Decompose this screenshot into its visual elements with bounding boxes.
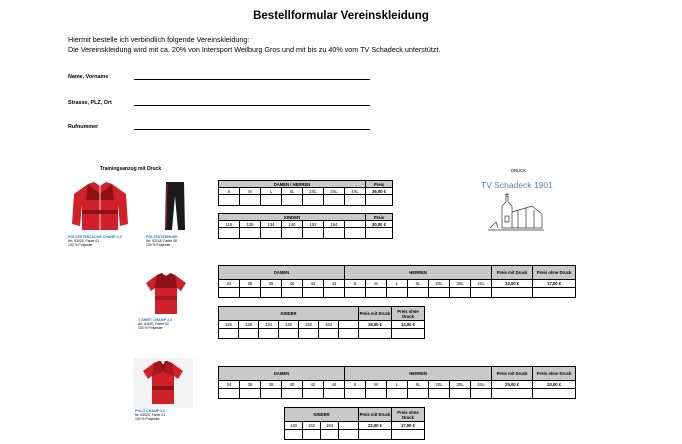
qty-cell[interactable] bbox=[345, 288, 366, 298]
intro-line-1: Hiermit bestelle ich verbindlich folgende Vereinskleidung: bbox=[68, 35, 250, 44]
size-label: 164 bbox=[324, 221, 345, 228]
qty-cell[interactable] bbox=[303, 389, 324, 399]
qty-cell[interactable] bbox=[324, 288, 345, 298]
qty-cell[interactable] bbox=[219, 228, 240, 239]
size-label: 152 bbox=[303, 422, 321, 430]
tshirt-kids-table bbox=[218, 306, 425, 339]
qty-cell[interactable] bbox=[261, 228, 282, 239]
tshirt-caption bbox=[138, 318, 198, 330]
price-value: 17,00 € bbox=[392, 422, 425, 430]
size-label: 128 bbox=[240, 221, 261, 228]
polo-kids-price-without-header: Preis ohne Druck bbox=[392, 408, 425, 422]
size-label: 152 bbox=[303, 221, 324, 228]
polo-caption-material: 100 % Polyester bbox=[135, 417, 160, 421]
qty-cell[interactable] bbox=[366, 288, 387, 298]
qty-cell[interactable] bbox=[450, 389, 471, 399]
tshirt-price-with-header: Preis mit Druck bbox=[492, 266, 533, 280]
phone-field[interactable] bbox=[134, 129, 370, 130]
size-label: 134 bbox=[261, 221, 282, 228]
size-label: 38 bbox=[261, 381, 282, 389]
size-label: 36 bbox=[240, 381, 261, 389]
size-label: XL bbox=[282, 188, 303, 195]
jacket-caption-art: Art. 93020, Farbe 01 bbox=[68, 239, 100, 243]
qty-cell[interactable] bbox=[282, 288, 303, 298]
qty-cell[interactable] bbox=[339, 430, 359, 440]
size-label: S bbox=[345, 280, 366, 288]
price-value: 22,00 € bbox=[492, 280, 533, 288]
size-label: 4XL bbox=[471, 381, 492, 389]
size-label: 38 bbox=[261, 280, 282, 288]
size-label: 140 bbox=[279, 321, 299, 329]
qty-cell[interactable] bbox=[261, 389, 282, 399]
tshirt-adult-table bbox=[218, 265, 576, 298]
size-label: 140 bbox=[282, 221, 303, 228]
size-label: 134 bbox=[259, 321, 279, 329]
size-label: L bbox=[387, 280, 408, 288]
pants-caption-art: Art. 92118, Farbe 08 bbox=[146, 239, 177, 243]
qty-cell[interactable] bbox=[240, 195, 261, 206]
qty-cell[interactable] bbox=[239, 329, 259, 339]
size-label: 34 bbox=[219, 381, 240, 389]
jacket-caption-name: POLYESTERJACKE CHAMP 2.0 bbox=[68, 235, 122, 239]
qty-cell[interactable] bbox=[366, 389, 387, 399]
qty-cell[interactable] bbox=[324, 228, 345, 239]
size-label: 42 bbox=[303, 280, 324, 288]
club-name: TV Schadeck 1901 bbox=[481, 180, 553, 190]
qty-cell[interactable] bbox=[533, 389, 576, 399]
size-label: S bbox=[345, 381, 366, 389]
tracksuit-adult-table bbox=[218, 180, 393, 206]
qty-cell[interactable] bbox=[282, 195, 303, 206]
qty-cell[interactable] bbox=[219, 288, 240, 298]
size-label: M bbox=[366, 280, 387, 288]
address-label: Strasse, PLZ, Ort bbox=[68, 100, 112, 106]
qty-cell[interactable] bbox=[408, 288, 429, 298]
tshirt-price-without-header: Preis ohne Druck bbox=[533, 266, 576, 280]
qty-cell[interactable] bbox=[387, 288, 408, 298]
intro-line-2: Die Vereinskleidung wird mit ca. 20% von Intersport Weilburg Gros und mit bis zu 40% vom TV Schadeck unterstützt. bbox=[68, 45, 441, 54]
qty-cell[interactable] bbox=[219, 389, 240, 399]
tshirt-women-header: DAMEN bbox=[219, 266, 345, 280]
tracksuit-adult-price-header: Preis bbox=[366, 181, 393, 188]
qty-cell[interactable] bbox=[240, 228, 261, 239]
size-label: L bbox=[261, 188, 282, 195]
qty-cell[interactable] bbox=[339, 329, 359, 339]
pants-caption bbox=[146, 235, 216, 247]
size-label: M bbox=[366, 381, 387, 389]
size-label: 116 bbox=[219, 221, 240, 228]
qty-cell[interactable] bbox=[429, 389, 450, 399]
size-label: S bbox=[219, 188, 240, 195]
size-label: 44 bbox=[324, 381, 345, 389]
name-label: Name, Vorname bbox=[68, 74, 109, 80]
qty-cell[interactable] bbox=[324, 195, 345, 206]
qty-cell[interactable] bbox=[324, 389, 345, 399]
qty-cell[interactable] bbox=[299, 329, 319, 339]
size-label: 140 bbox=[285, 422, 303, 430]
size-label: 36 bbox=[240, 280, 261, 288]
size-label: 4XL bbox=[471, 280, 492, 288]
size-label: 44 bbox=[324, 280, 345, 288]
polo-caption-name: POLO CHAMP 2.0 bbox=[135, 409, 166, 413]
size-label bbox=[339, 422, 359, 430]
qty-cell[interactable] bbox=[492, 389, 533, 399]
size-label: M bbox=[240, 188, 261, 195]
qty-cell[interactable] bbox=[392, 329, 425, 339]
polo-caption bbox=[135, 409, 195, 421]
jacket-caption-material: 100 % Polyester bbox=[68, 243, 93, 247]
tracksuit-kids-price-header: Preis bbox=[366, 214, 393, 221]
qty-cell[interactable] bbox=[240, 389, 261, 399]
size-label: 2XL bbox=[429, 381, 450, 389]
size-label: 3XL bbox=[324, 188, 345, 195]
qty-cell[interactable] bbox=[303, 228, 324, 239]
qty-cell[interactable] bbox=[366, 195, 393, 206]
qty-cell[interactable] bbox=[492, 288, 533, 298]
size-label: 4XL bbox=[345, 188, 366, 195]
size-label: 42 bbox=[303, 381, 324, 389]
qty-cell[interactable] bbox=[345, 195, 366, 206]
qty-cell[interactable] bbox=[285, 430, 303, 440]
polo-kids-price-with-header: Preis mit Druck bbox=[359, 408, 392, 422]
qty-cell[interactable] bbox=[408, 389, 429, 399]
tshirt-men-header: HERREN bbox=[345, 266, 492, 280]
price-value: 17,00 € bbox=[533, 280, 576, 288]
size-label: 128 bbox=[239, 321, 259, 329]
name-field[interactable] bbox=[134, 79, 370, 80]
church-logo-icon bbox=[486, 192, 546, 232]
size-label: 3XL bbox=[450, 381, 471, 389]
tshirt-caption-name: T-SHIRT CHAMP 2.0 bbox=[138, 318, 173, 322]
size-label: 152 bbox=[299, 321, 319, 329]
qty-cell[interactable] bbox=[471, 288, 492, 298]
price-value: 20,00 € bbox=[533, 381, 576, 389]
qty-cell[interactable] bbox=[303, 430, 321, 440]
qty-cell[interactable] bbox=[429, 288, 450, 298]
price-value: 14,00 € bbox=[392, 321, 425, 329]
size-label: XL bbox=[408, 280, 429, 288]
size-label: 2XL bbox=[429, 280, 450, 288]
druck-label: DRUCK bbox=[511, 168, 526, 173]
polo-men-header: HERREN bbox=[345, 367, 492, 381]
pants-image bbox=[163, 180, 187, 232]
tshirt-kids-price-without-header: Preis ohne Druck bbox=[392, 307, 425, 321]
qty-cell[interactable] bbox=[359, 329, 392, 339]
qty-cell[interactable] bbox=[319, 329, 339, 339]
polo-image bbox=[142, 360, 184, 406]
polo-kids-header: KINDER bbox=[285, 408, 359, 422]
intro-text bbox=[68, 35, 440, 55]
qty-cell[interactable] bbox=[282, 228, 303, 239]
pants-caption-name: POLYESTERHOSE bbox=[146, 235, 178, 239]
size-label: L bbox=[387, 381, 408, 389]
price-value: 22,00 € bbox=[359, 422, 392, 430]
polo-adult-table bbox=[218, 366, 576, 399]
polo-price-with-header: Preis mit Druck bbox=[492, 367, 533, 381]
jacket-image bbox=[70, 180, 130, 232]
qty-cell[interactable] bbox=[345, 389, 366, 399]
polo-caption-art: Nr. 63020, Farbe 01 bbox=[135, 413, 166, 417]
qty-cell[interactable] bbox=[240, 288, 261, 298]
polo-kids-table bbox=[284, 407, 425, 440]
address-field[interactable] bbox=[134, 105, 370, 106]
tracksuit-title: Trainingsanzug mit Druck bbox=[100, 166, 162, 172]
size-label: 34 bbox=[219, 280, 240, 288]
qty-cell[interactable] bbox=[219, 195, 240, 206]
pants-caption-material: 100 % Polyester bbox=[146, 243, 171, 247]
qty-cell[interactable] bbox=[533, 288, 576, 298]
size-label bbox=[345, 221, 366, 228]
phone-label: Rufnummer bbox=[68, 124, 99, 130]
qty-cell[interactable] bbox=[261, 288, 282, 298]
qty-cell[interactable] bbox=[450, 288, 471, 298]
size-label: 164 bbox=[321, 422, 339, 430]
jacket-caption bbox=[68, 235, 138, 247]
qty-cell[interactable] bbox=[392, 430, 425, 440]
price-value: 25,00 € bbox=[492, 381, 533, 389]
size-label: 40 bbox=[282, 280, 303, 288]
size-label: XL bbox=[408, 381, 429, 389]
size-label bbox=[339, 321, 359, 329]
size-label: 164 bbox=[319, 321, 339, 329]
qty-cell[interactable] bbox=[321, 430, 339, 440]
tshirt-kids-header: KINDER bbox=[219, 307, 359, 321]
tshirt-caption-material: 100 % Polyester bbox=[138, 326, 163, 330]
qty-cell[interactable] bbox=[303, 288, 324, 298]
qty-cell[interactable] bbox=[282, 389, 303, 399]
price-value: 36,00 € bbox=[366, 188, 393, 195]
qty-cell[interactable] bbox=[219, 329, 239, 339]
polo-price-without-header: Preis ohne Druck bbox=[533, 367, 576, 381]
tshirt-caption-art: Art. 61120, Farbe 01 bbox=[138, 322, 169, 326]
qty-cell[interactable] bbox=[303, 195, 324, 206]
size-label: 3XL bbox=[450, 280, 471, 288]
size-label: 2XL bbox=[303, 188, 324, 195]
page-title: Bestellformular Vereinskleidung bbox=[253, 10, 429, 22]
size-label: 40 bbox=[282, 381, 303, 389]
price-value: 30,00 € bbox=[366, 221, 393, 228]
polo-women-header: DAMEN bbox=[219, 367, 345, 381]
qty-cell[interactable] bbox=[261, 195, 282, 206]
tracksuit-kids-table bbox=[218, 213, 393, 239]
tracksuit-kids-header: KINDER bbox=[219, 214, 366, 221]
qty-cell[interactable] bbox=[387, 389, 408, 399]
size-label: 116 bbox=[219, 321, 239, 329]
qty-cell[interactable] bbox=[279, 329, 299, 339]
tshirt-kids-price-with-header: Preis mit Druck bbox=[359, 307, 392, 321]
qty-cell[interactable] bbox=[259, 329, 279, 339]
qty-cell[interactable] bbox=[345, 228, 366, 239]
qty-cell[interactable] bbox=[471, 389, 492, 399]
qty-cell[interactable] bbox=[359, 430, 392, 440]
tracksuit-adult-header: DAMEN / HERREN bbox=[219, 181, 366, 188]
price-value: 19,00 € bbox=[359, 321, 392, 329]
tshirt-image bbox=[145, 272, 187, 316]
qty-cell[interactable] bbox=[366, 228, 393, 239]
